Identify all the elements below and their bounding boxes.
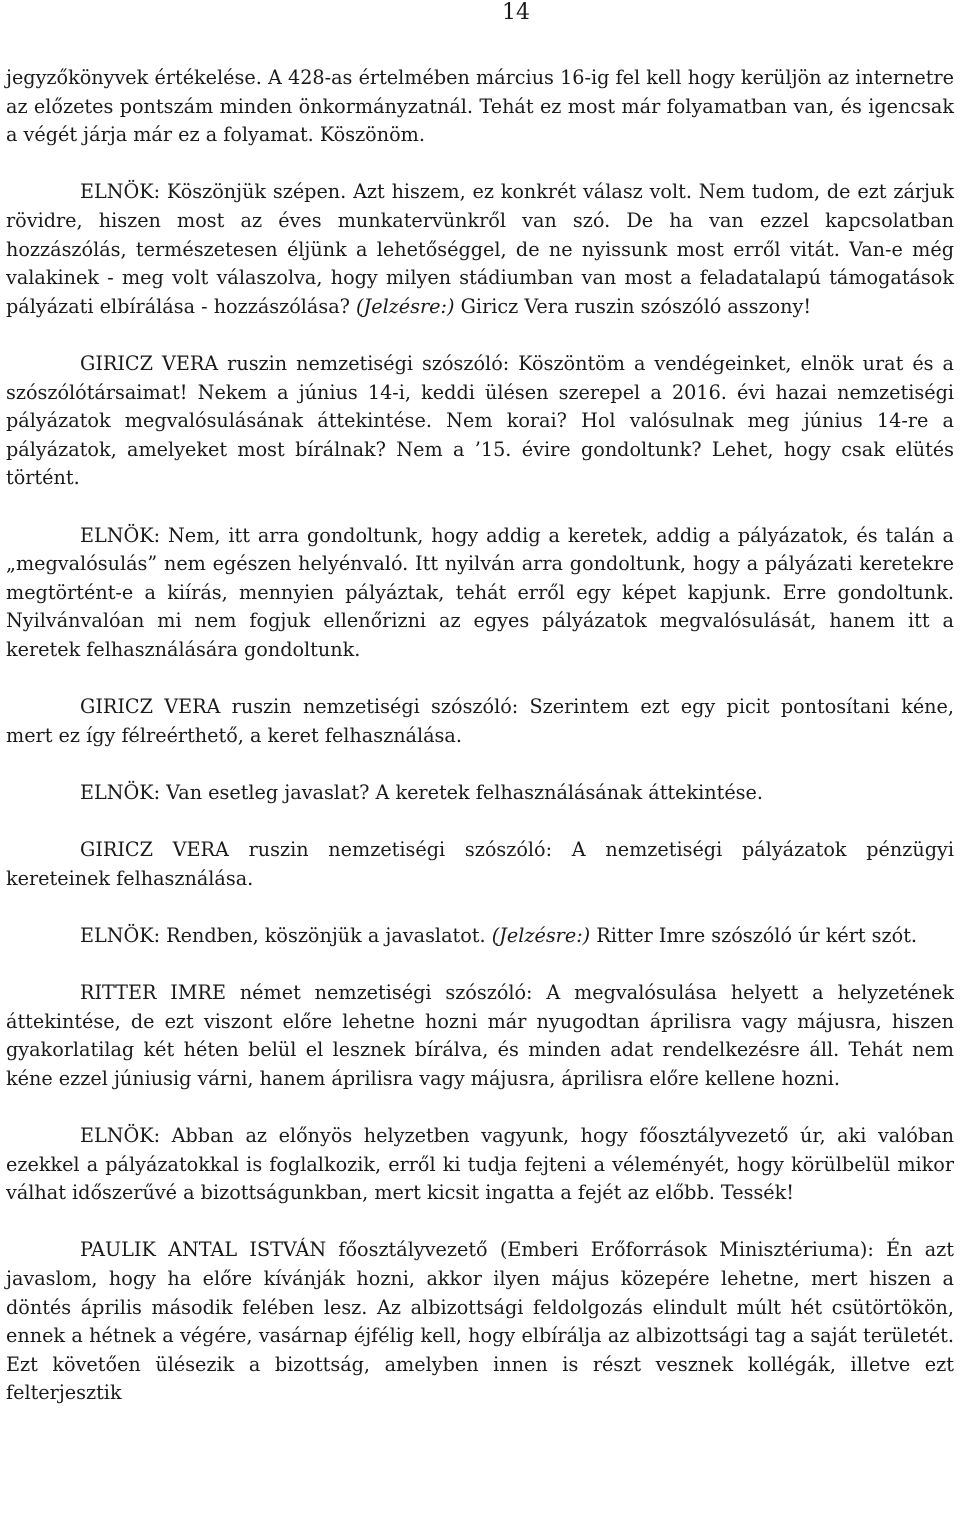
paragraph-text: jegyzőkönyvek értékelése. A 428-as értelmében március 16-ig fel kell hogy kerüljön az internetre az előzetes pontszám minden önkormányzatnál. Tehát ez most már folyamatban van, és igencsak a végét járja már ez a folyamat. Köszönöm. xyxy=(6,66,954,147)
stage-direction: (Jelzésre:) xyxy=(356,294,455,318)
paragraph xyxy=(6,779,954,808)
paragraph xyxy=(6,64,954,150)
page-number: 14 xyxy=(502,0,530,25)
paragraph-text: ELNÖK: Rendben, köszönjük a javaslatot. xyxy=(80,923,492,947)
paragraph-text: GIRICZ VERA ruszin nemzetiségi szószóló: Szerintem ezt egy picit pontosítani kéne, mert ez így félreérthető, a keret felhasználása. xyxy=(6,695,954,747)
paragraph-text: GIRICZ VERA ruszin nemzetiségi szószóló: A nemzetiségi pályázatok pénzügyi kereteinek felhasználása. xyxy=(6,838,954,890)
document-body xyxy=(6,64,954,1408)
paragraph xyxy=(6,1236,954,1408)
paragraph-text: ELNÖK: Nem, itt arra gondoltunk, hogy addig a keretek, addig a pályázatok, és talán a „megvalósulás” nem egészen helyénvaló. Itt nyilván arra gondoltunk, hogy a pályázati keretekre megtörtént-e a kiírás, mennyien pályáztak, tehát erről egy képet kapjunk. Erre gondoltunk. Nyilvánvalóan mi nem fogjuk ellenőrizni az egyes pályázatok megvalósulását, hanem itt a keretek felhasználására gondoltunk. xyxy=(6,523,954,661)
paragraph-text: ELNÖK: Van esetleg javaslat? A keretek felhasználásának áttekintése. xyxy=(80,780,763,804)
paragraph xyxy=(6,522,954,665)
paragraph xyxy=(6,922,954,951)
paragraph xyxy=(6,1122,954,1208)
paragraph-text: Ritter Imre szószóló úr kért szót. xyxy=(590,923,917,947)
paragraph xyxy=(6,693,954,750)
paragraph xyxy=(6,350,954,493)
paragraph-text: ELNÖK: Abban az előnyös helyzetben vagyunk, hogy főosztályvezető úr, aki valóban ezekkel a pályázatokkal is foglalkozik, erről ki tudja fejteni a véleményét, hogy körülbelül mikor válhat időszerűvé a bizottságunkban, mert kicsit ingatta a fejét az előbb. Tessék! xyxy=(6,1123,954,1205)
paragraph-text: RITTER IMRE német nemzetiségi szószóló: A megvalósulása helyett a helyzetének áttekintése, de ezt viszont előre lehetne hozni már nyugodtan áprilisra vagy májusra, hiszen gyakorlatilag két héten belül el lesznek bírálva, és minden adat rendelkezésre áll. Tehát nem kéne ezzel júniusig várni, hanem áprilisra vagy májusra, áprilisra előre kellene hozni. xyxy=(6,981,954,1090)
paragraph xyxy=(6,178,954,321)
paragraph-text: PAULIK ANTAL ISTVÁN főosztályvezető (Emberi Erőforrások Minisztériuma): Én azt javaslom, hogy ha előre kívánják hozni, akkor ilyen május közepére lehetne, mert hiszen a döntés április második felében lesz. Az albizottsági feldolgozás elindult múlt hét csütörtökön, ennek a hétnek a végére, vasárnap éjfélig kell, hogy elbírálja az albizottsági tag a saját területét. Ezt követően ülésezik a bizottság, amelyben innen is részt vesznek kollégák, illetve ezt felterjesztik xyxy=(6,1238,954,1405)
paragraph xyxy=(6,836,954,893)
paragraph xyxy=(6,979,954,1093)
stage-direction: (Jelzésre:) xyxy=(491,923,591,947)
paragraph-text: GIRICZ VERA ruszin nemzetiségi szószóló: Köszöntöm a vendégeinket, elnök urat és a szószólótársaimat! Nekem a június 14-i, keddi ülésen szerepel a 2016. évi hazai nemzetiségi pályázatok megvalósulásának áttekintése. Nem korai? Hol valósulnak meg június 14-re a pályázatok, amelyeket most bírálnak? Nem a ’15. évire gondoltunk? Lehet, hogy csak elütés történt. xyxy=(6,351,954,490)
paragraph-text: Giricz Vera ruszin szószóló asszony! xyxy=(454,294,812,318)
paragraph-text: ELNÖK: Köszönjük szépen. Azt hiszem, ez konkrét válasz volt. Nem tudom, de ezt zárjuk rövidre, hiszen most az éves munkatervünkről van szó. De ha van ezzel kapcsolatban hozzászólás, természetesen éljünk a lehetőséggel, de ne nyissunk most erről vitát. Van-e még valakinek - meg volt válaszolva, hogy milyen stádiumban van most a feladatalapú támogatások pályázati elbírálása - hozzászólása? xyxy=(6,180,954,318)
